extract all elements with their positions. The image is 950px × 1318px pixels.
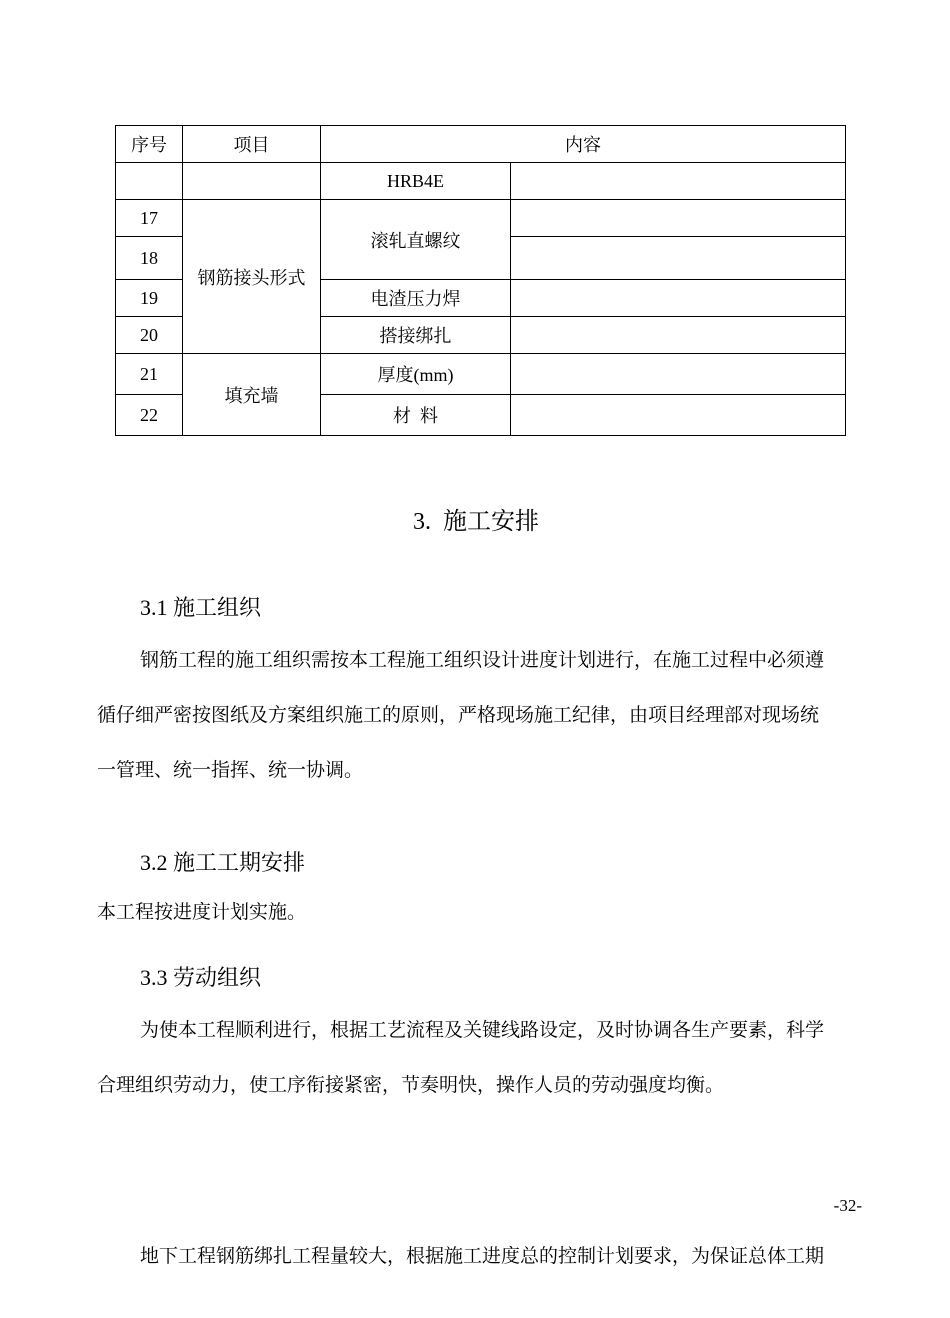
table-cell-empty bbox=[511, 280, 846, 317]
table-cell-empty bbox=[511, 354, 846, 395]
table-cell-num-20: 20 bbox=[116, 317, 183, 354]
table-cell-num-19: 19 bbox=[116, 280, 183, 317]
table-header-xiangmu: 项目 bbox=[183, 126, 321, 163]
table-cell-empty bbox=[511, 200, 846, 237]
paragraph-line: 循仔细严密按图纸及方案组织施工的原则，严格现场施工纪律，由项目经理部对现场统 bbox=[97, 705, 820, 726]
table-row-hrb4e bbox=[116, 163, 846, 200]
table-cell-hrb4e: HRB4E bbox=[321, 163, 511, 200]
paragraph-line: 一管理、统一指挥、统一协调。 bbox=[97, 760, 364, 781]
table-row-21 bbox=[116, 354, 846, 395]
table-cell-item-infill-wall: 填充墙 bbox=[183, 354, 321, 436]
table-header-xuhao: 序号 bbox=[116, 126, 183, 163]
subsection-heading-3-2: 3.2 施工工期安排 bbox=[140, 850, 306, 875]
table-cell-empty bbox=[183, 163, 321, 200]
table-cell-empty bbox=[511, 317, 846, 354]
table-cell-num-21: 21 bbox=[116, 354, 183, 395]
section-heading-construction-arrangement: 3. 施工安排 bbox=[413, 509, 539, 535]
subsection-heading-3-1: 3.1 施工组织 bbox=[140, 595, 262, 620]
table-cell-material: 材 料 bbox=[321, 395, 511, 436]
table-header-neirong: 内容 bbox=[321, 126, 846, 163]
paragraph-line: 钢筋工程的施工组织需按本工程施工组织设计进度计划进行，在施工过程中必须遵 bbox=[140, 650, 825, 671]
table-cell-empty bbox=[511, 395, 846, 436]
table-cell-rolled-thread: 滚轧直螺纹 bbox=[321, 200, 511, 280]
paragraph-3-3 bbox=[97, 1003, 855, 1113]
table-cell-thickness: 厚度(mm) bbox=[321, 354, 511, 395]
table-cell-num-18: 18 bbox=[116, 237, 183, 280]
subsection-heading-3-3: 3.3 劳动组织 bbox=[140, 965, 262, 990]
paragraph-line: 合理组织劳动力，使工序衔接紧密，节奏明快，操作人员的劳动强度均衡。 bbox=[97, 1075, 725, 1096]
table-header-row bbox=[116, 126, 846, 163]
table-cell-empty bbox=[116, 163, 183, 200]
paragraph-3-2: 本工程按进度计划实施。 bbox=[97, 902, 307, 923]
table-cell-num-17: 17 bbox=[116, 200, 183, 237]
paragraph-next-page-first-line: 地下工程钢筋绑扎工程量较大，根据施工进度总的控制计划要求，为保证总体工期 bbox=[140, 1246, 825, 1267]
table-cell-electroslag-weld: 电渣压力焊 bbox=[321, 280, 511, 317]
table-cell-num-22: 22 bbox=[116, 395, 183, 436]
page-number: -32- bbox=[833, 1196, 862, 1215]
paragraph-line: 为使本工程顺利进行，根据工艺流程及关键线路设定，及时协调各生产要素，科学 bbox=[140, 1020, 825, 1041]
content-table bbox=[115, 125, 846, 436]
paragraph-3-1 bbox=[97, 633, 855, 798]
table-cell-empty bbox=[511, 163, 846, 200]
table-cell-item-rebar-joint: 钢筋接头形式 bbox=[183, 200, 321, 354]
table-cell-lap-binding: 搭接绑扎 bbox=[321, 317, 511, 354]
table-row-17 bbox=[116, 200, 846, 237]
table-cell-empty bbox=[511, 237, 846, 280]
